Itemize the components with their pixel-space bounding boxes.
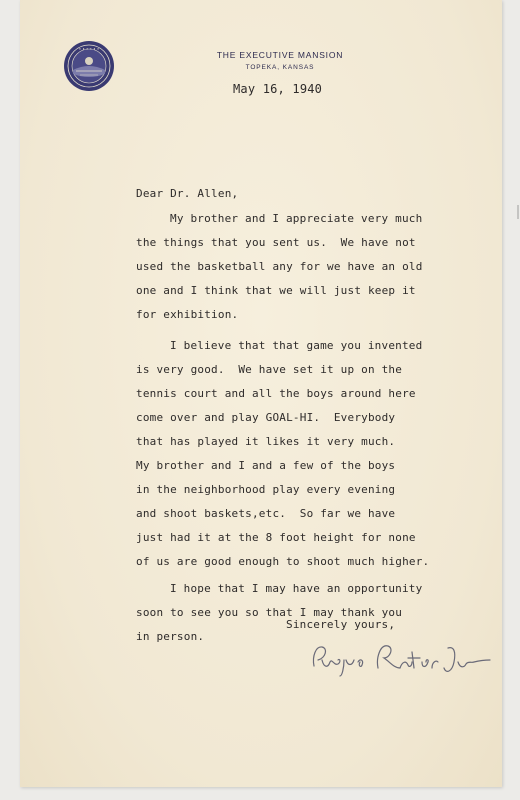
body-line: tennis court and all the boys around here (136, 387, 416, 400)
body-line: soon to see you so that I may thank you (136, 606, 403, 619)
body-line: is very good. We have set it up on the (136, 363, 403, 376)
letter-date: May 16, 1940 (233, 82, 323, 96)
body-line: just had it at the 8 foot height for none (136, 531, 416, 544)
body-line: come over and play GOAL-HI. Everybody (136, 411, 396, 424)
body-line: that has played it likes it very much. (136, 435, 396, 448)
state-seal-icon (63, 40, 115, 92)
body-line: the things that you sent us. We have not (136, 236, 416, 249)
body-line: I hope that I may have an opportunity (170, 582, 423, 595)
salutation: Dear Dr. Allen, (136, 187, 239, 200)
body-line: one and I think that we will just keep it (136, 284, 416, 297)
handwritten-signature (308, 638, 498, 678)
body-line: used the basketball any for we have an old (136, 260, 423, 273)
letter-page (20, 0, 502, 787)
body-line: in the neighborhood play every evening (136, 483, 396, 496)
svg-text:• • • • • •: • • • • • • (78, 46, 100, 52)
margin-pencil-mark (516, 203, 520, 221)
body-line: and shoot baskets,etc. So far we have (136, 507, 396, 520)
closing: Sincerely yours, (286, 618, 396, 631)
body-line: for exhibition. (136, 308, 239, 321)
body-line: of us are good enough to shoot much higher. (136, 555, 430, 568)
body-line: in person. (136, 630, 205, 643)
letterhead-city: TOPEKA, KANSAS (245, 64, 315, 71)
body-line: My brother and I appreciate very much (170, 212, 423, 225)
body-line: My brother and I and a few of the boys (136, 459, 396, 472)
letterhead-title: THE EXECUTIVE MANSION (216, 50, 344, 60)
body-line: I believe that that game you invented (170, 339, 423, 352)
